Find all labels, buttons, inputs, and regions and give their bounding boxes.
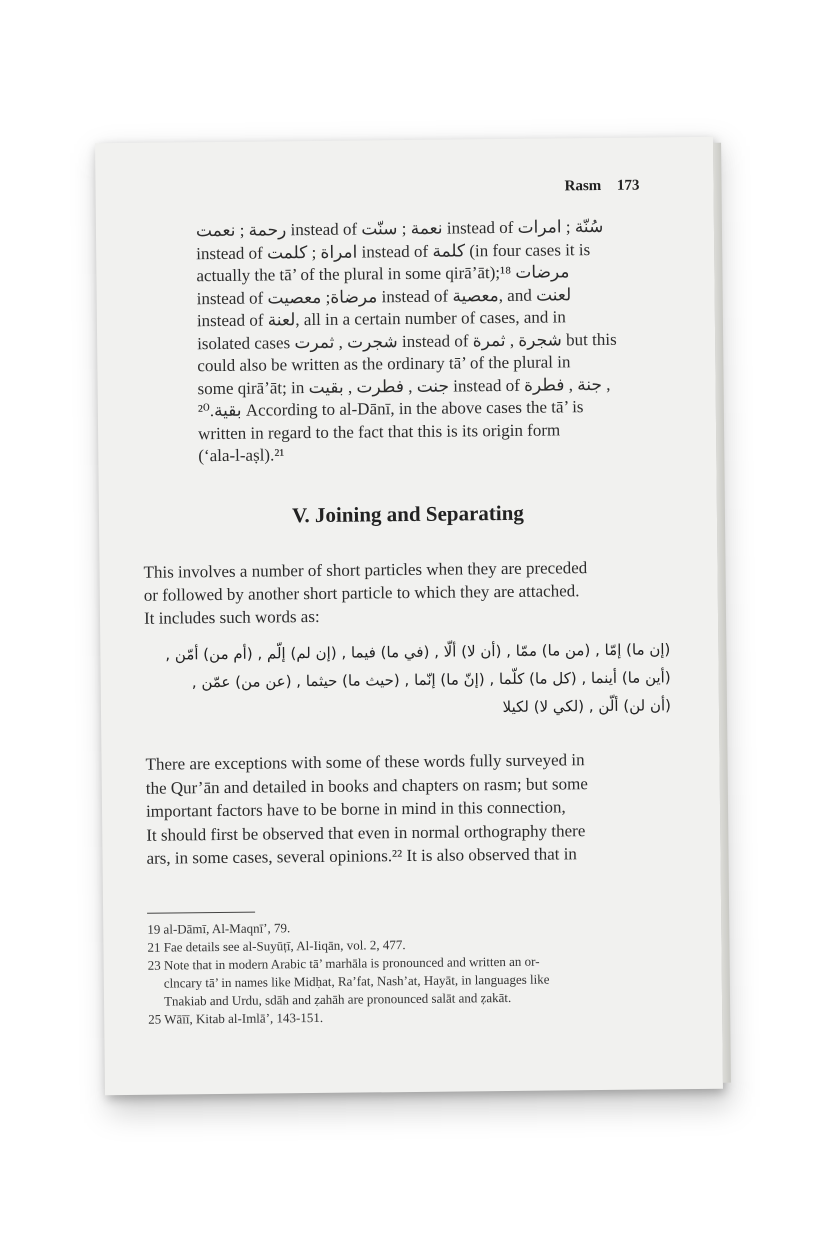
arabic-line: (أن لن) ألّن , (لكي لا) لكيلا xyxy=(502,696,672,717)
footnote: 23 Note that in modern Arabic tā’ marhāla is pronounced and written an or- xyxy=(147,953,540,973)
book-page xyxy=(95,137,723,1095)
paragraph-exceptions xyxy=(145,747,668,870)
text-line: some qirā’āt; in جنت , فطرت , بقيت instead of جنة , فطرة , xyxy=(197,374,611,398)
paragraph-rasm-ta xyxy=(196,216,639,468)
arabic-line: (إن ما) إمّا , (من ما) ممّا , (أن لا) ألّا , (في ما) فيما , (إن لم) إلّم , (أم من) أمّن , xyxy=(165,640,671,664)
text-line: It includes such words as: xyxy=(143,606,320,628)
text-line: There are exceptions with some of these words fully surveyed in xyxy=(145,750,585,774)
arabic-word-list xyxy=(165,635,672,724)
text-line: could also be written as the ordinary tā’ of the plural in xyxy=(197,352,571,376)
text-line: the Qur’ān and detailed in books and chapters on rasm; but some xyxy=(145,773,588,798)
section-heading: V. Joining and Separating xyxy=(291,500,524,528)
paragraph-joining-intro xyxy=(143,555,664,629)
page-number: 173 xyxy=(616,177,640,194)
footnote: 19 al-Dāmī, Al-Maqnī’, 79. xyxy=(147,920,291,937)
arabic-line: (أين ما) أينما , (كل ما) كلّما , (إنّ ما) إنّما , (حيث ما) حيثما , (عن من) عمّن , xyxy=(191,668,671,692)
text-line: instead of امراة ; كلمت instead of كلمة (in four cases it is xyxy=(196,239,591,263)
text-line: isolated cases شجرت , ثمرت instead of شجرة , ثمرة but this xyxy=(197,329,617,353)
text-line: written in regard to the fact that this is its origin form xyxy=(197,419,561,443)
footnote-continuation: clncary tā’ in names like Midḥat, Ra’fat, Nash’at, Hayāt, in languages like xyxy=(163,971,550,991)
text-line: ars, in some cases, several opinions.²² It is also observed that in xyxy=(146,844,577,868)
footnote: 25 Wāīī, Kitab al-Imlā’, 143-151. xyxy=(148,1009,324,1027)
text-line: (‘ala-l-aṣl).²¹ xyxy=(198,445,285,466)
text-line: It should first be observed that even in normal orthography there xyxy=(146,820,586,845)
text-line: instead of مرضاة; معصيت instead of معصية, and لعنت xyxy=(196,284,572,308)
running-title: Rasm xyxy=(564,177,602,195)
footnotes xyxy=(147,915,670,1028)
text-line: This involves a number of short particles when they are preceded xyxy=(143,558,588,582)
running-header xyxy=(553,178,640,196)
text-line: or followed by another short particle to which they are attached. xyxy=(143,581,580,605)
footnote: 21 Fae details see al-Suyūṭī, Al-Iiqān, vol. 2, 477. xyxy=(147,937,406,955)
footnote-continuation: Tnakiab and Urdu, sdāh and ẓahāh are pronounced salāt and ẓakāt. xyxy=(163,989,512,1009)
text-line: رحمة ; نعمت instead of نعمة ; سنّت instead of سُنّة ; امرات xyxy=(195,216,604,241)
text-line: بقية.²⁰ According to al-Dānī, in the above cases the tā’ is xyxy=(197,397,584,421)
page-edge xyxy=(713,143,731,1083)
text-line: instead of لعنة, all in a certain number of cases, and in xyxy=(196,307,566,331)
footnote-rule xyxy=(147,912,255,914)
text-line: actually the tā’ of the plural in some qirā’āt);¹⁸ مرضات xyxy=(196,262,570,286)
text-line: important factors have to be borne in mind in this connection, xyxy=(145,797,566,821)
